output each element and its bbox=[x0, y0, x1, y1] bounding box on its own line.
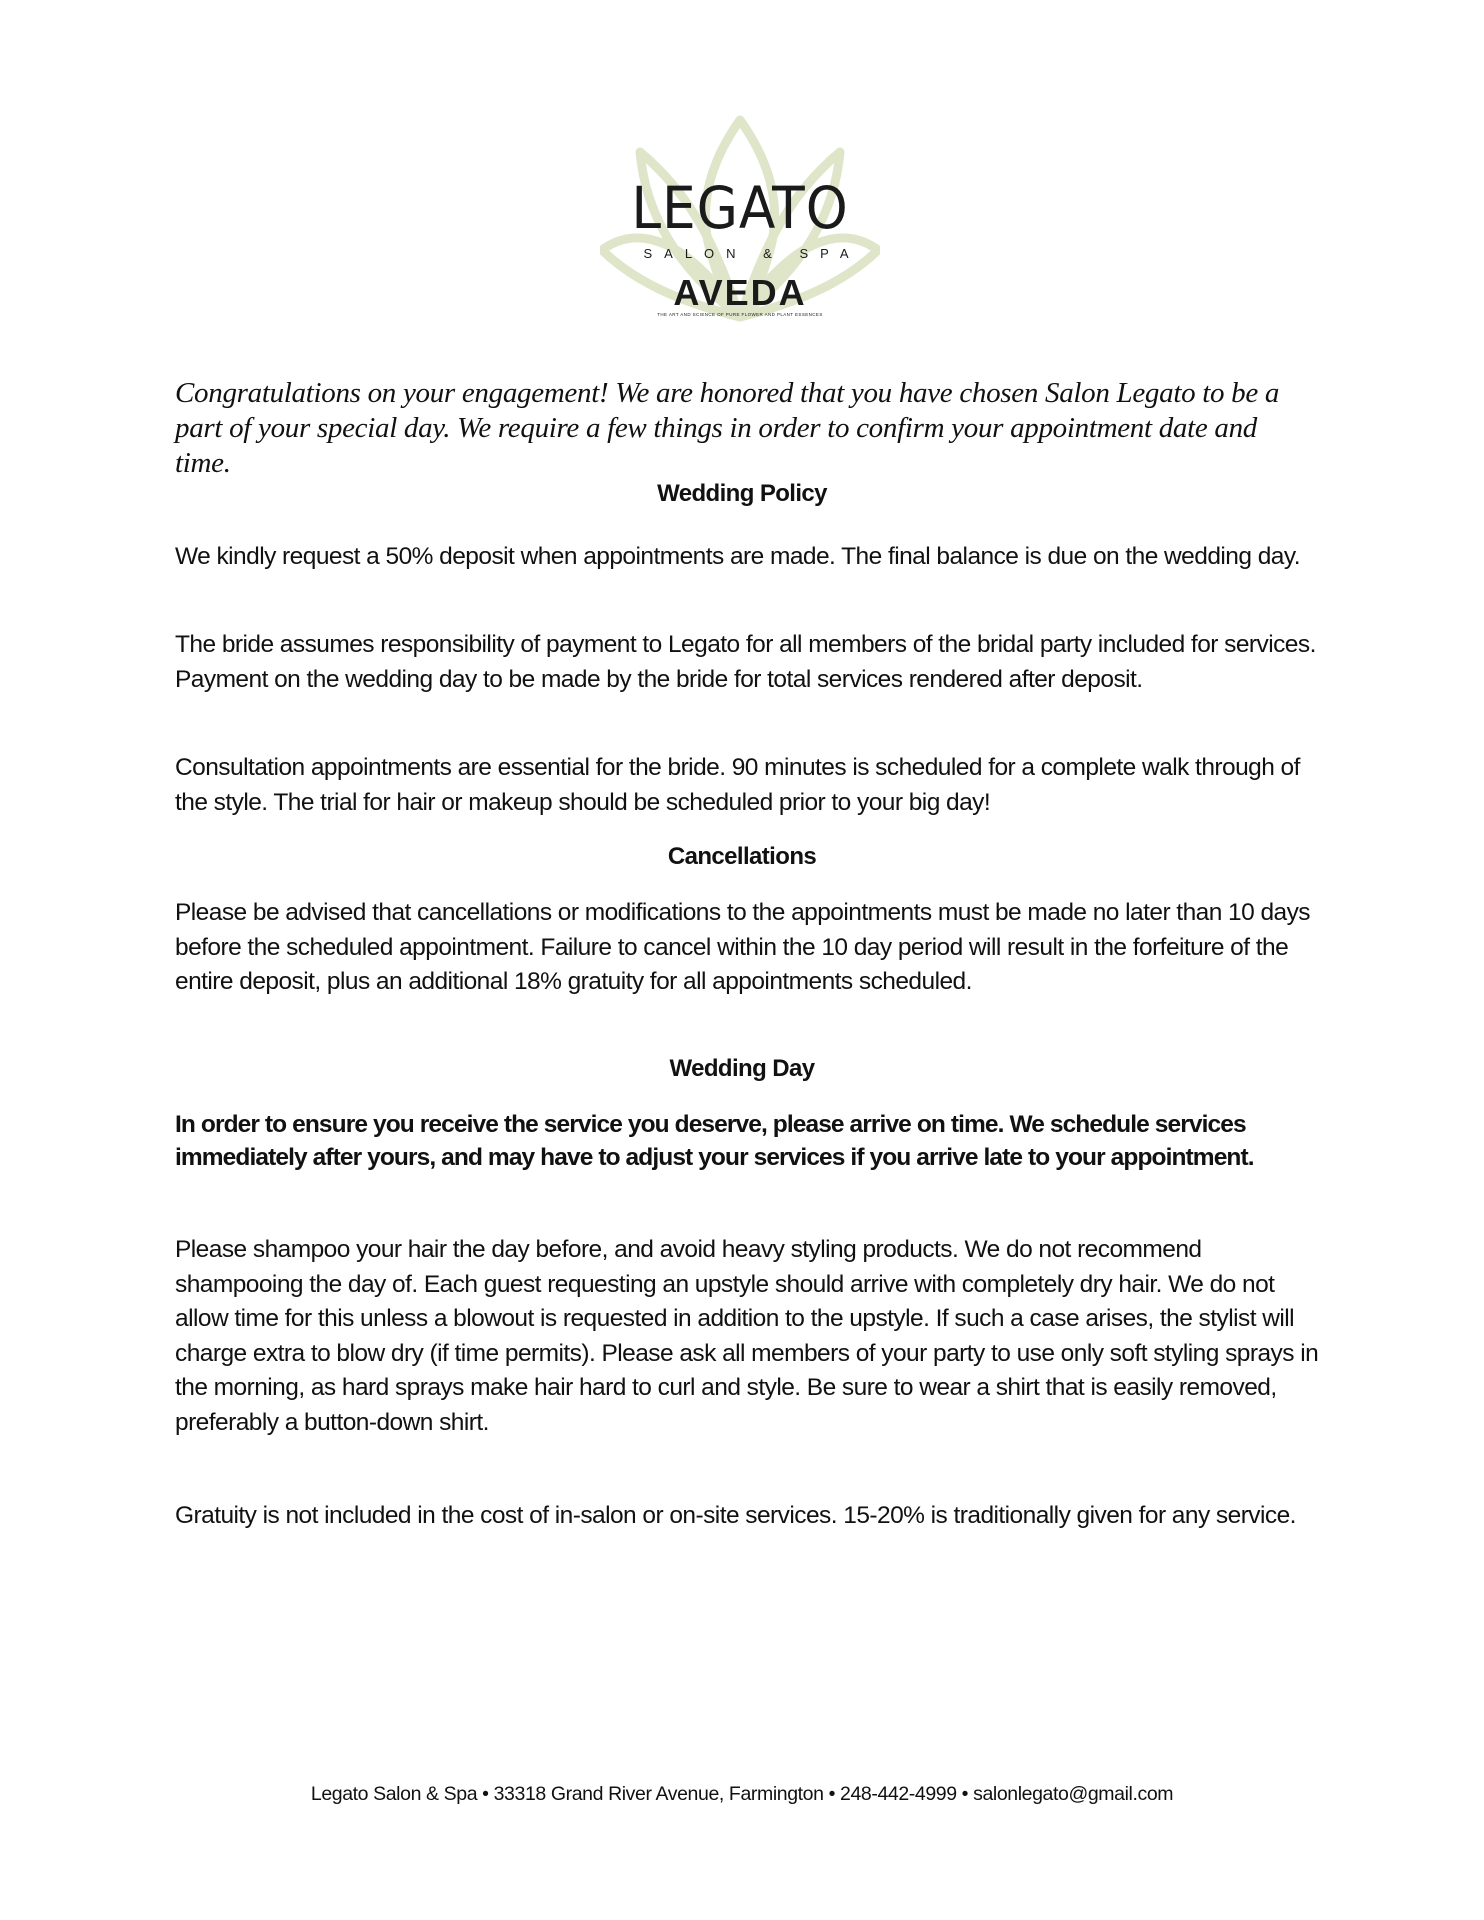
footer-contact: Legato Salon & Spa • 33318 Grand River Avenue, Farmington • 248-442-4999 • salonlegato@gmail.com bbox=[310, 1783, 1174, 1805]
heading-cancellations: Cancellations bbox=[667, 843, 817, 870]
logo-tagline: THE ART AND SCIENCE OF PURE FLOWER AND PLANT ESSENCES bbox=[657, 312, 823, 317]
logo-partner: AVEDA bbox=[673, 272, 807, 313]
logo-brand-text: LEGATO bbox=[631, 174, 849, 242]
heading-wedding-policy: Wedding Policy bbox=[657, 480, 827, 507]
heading-wedding-day: Wedding Day bbox=[669, 1055, 815, 1082]
legato-logo bbox=[600, 112, 880, 327]
logo-subtitle: SALON & SPA bbox=[643, 246, 861, 261]
policy-deposit-paragraph: We kindly request a 50% deposit when appointments are made. The final balance is due on the wedding day. bbox=[175, 543, 1300, 570]
policy-consultation-paragraph: Consultation appointments are essential for the bride. 90 minutes is scheduled for a complete walk through of the style. The trial for hair or makeup should be scheduled prior to your big day! bbox=[175, 754, 1300, 816]
wedding-day-arrival-notice: In order to ensure you receive the service you deserve, please arrive on time. We schedule services immediately after yours, and may have to adjust your services if you arrive late to your appointment. bbox=[175, 1111, 1254, 1171]
wedding-day-hair-paragraph: Please shampoo your hair the day before, and avoid heavy styling products. We do not recommend shampooing the day of. Each guest requesting an upstyle should arrive with completely dry hair. We do not allow time for this unless a blowout is requested in addition to the upstyle. If such a case arises, the stylist will charge extra to blow dry (if time permits). Please ask all members of your party to use only soft styling sprays in the morning, as hard sprays make hair hard to curl and style. Be sure to wear a shirt that is easily removed, preferably a button-down shirt. bbox=[175, 1236, 1319, 1436]
gratuity-paragraph: Gratuity is not included in the cost of in-salon or on-site services. 15-20% is traditionally given for any service. bbox=[175, 1502, 1296, 1529]
policy-payment-paragraph: The bride assumes responsibility of payment to Legato for all members of the bridal party included for services. Payment on the wedding day to be made by the bride for total services rendered after deposit. bbox=[175, 631, 1316, 693]
cancellations-paragraph: Please be advised that cancellations or modifications to the appointments must be made no later than 10 days before the scheduled appointment. Failure to cancel within the 10 day period will result in the forfeiture of the entire deposit, plus an additional 18% gratuity for all appointments scheduled. bbox=[175, 899, 1311, 995]
intro-text: Congratulations on your engagement! We are honored that you have chosen Salon Legato to be a part of your special day. We require a few things in order to confirm your appointment date and time. bbox=[175, 377, 1280, 479]
